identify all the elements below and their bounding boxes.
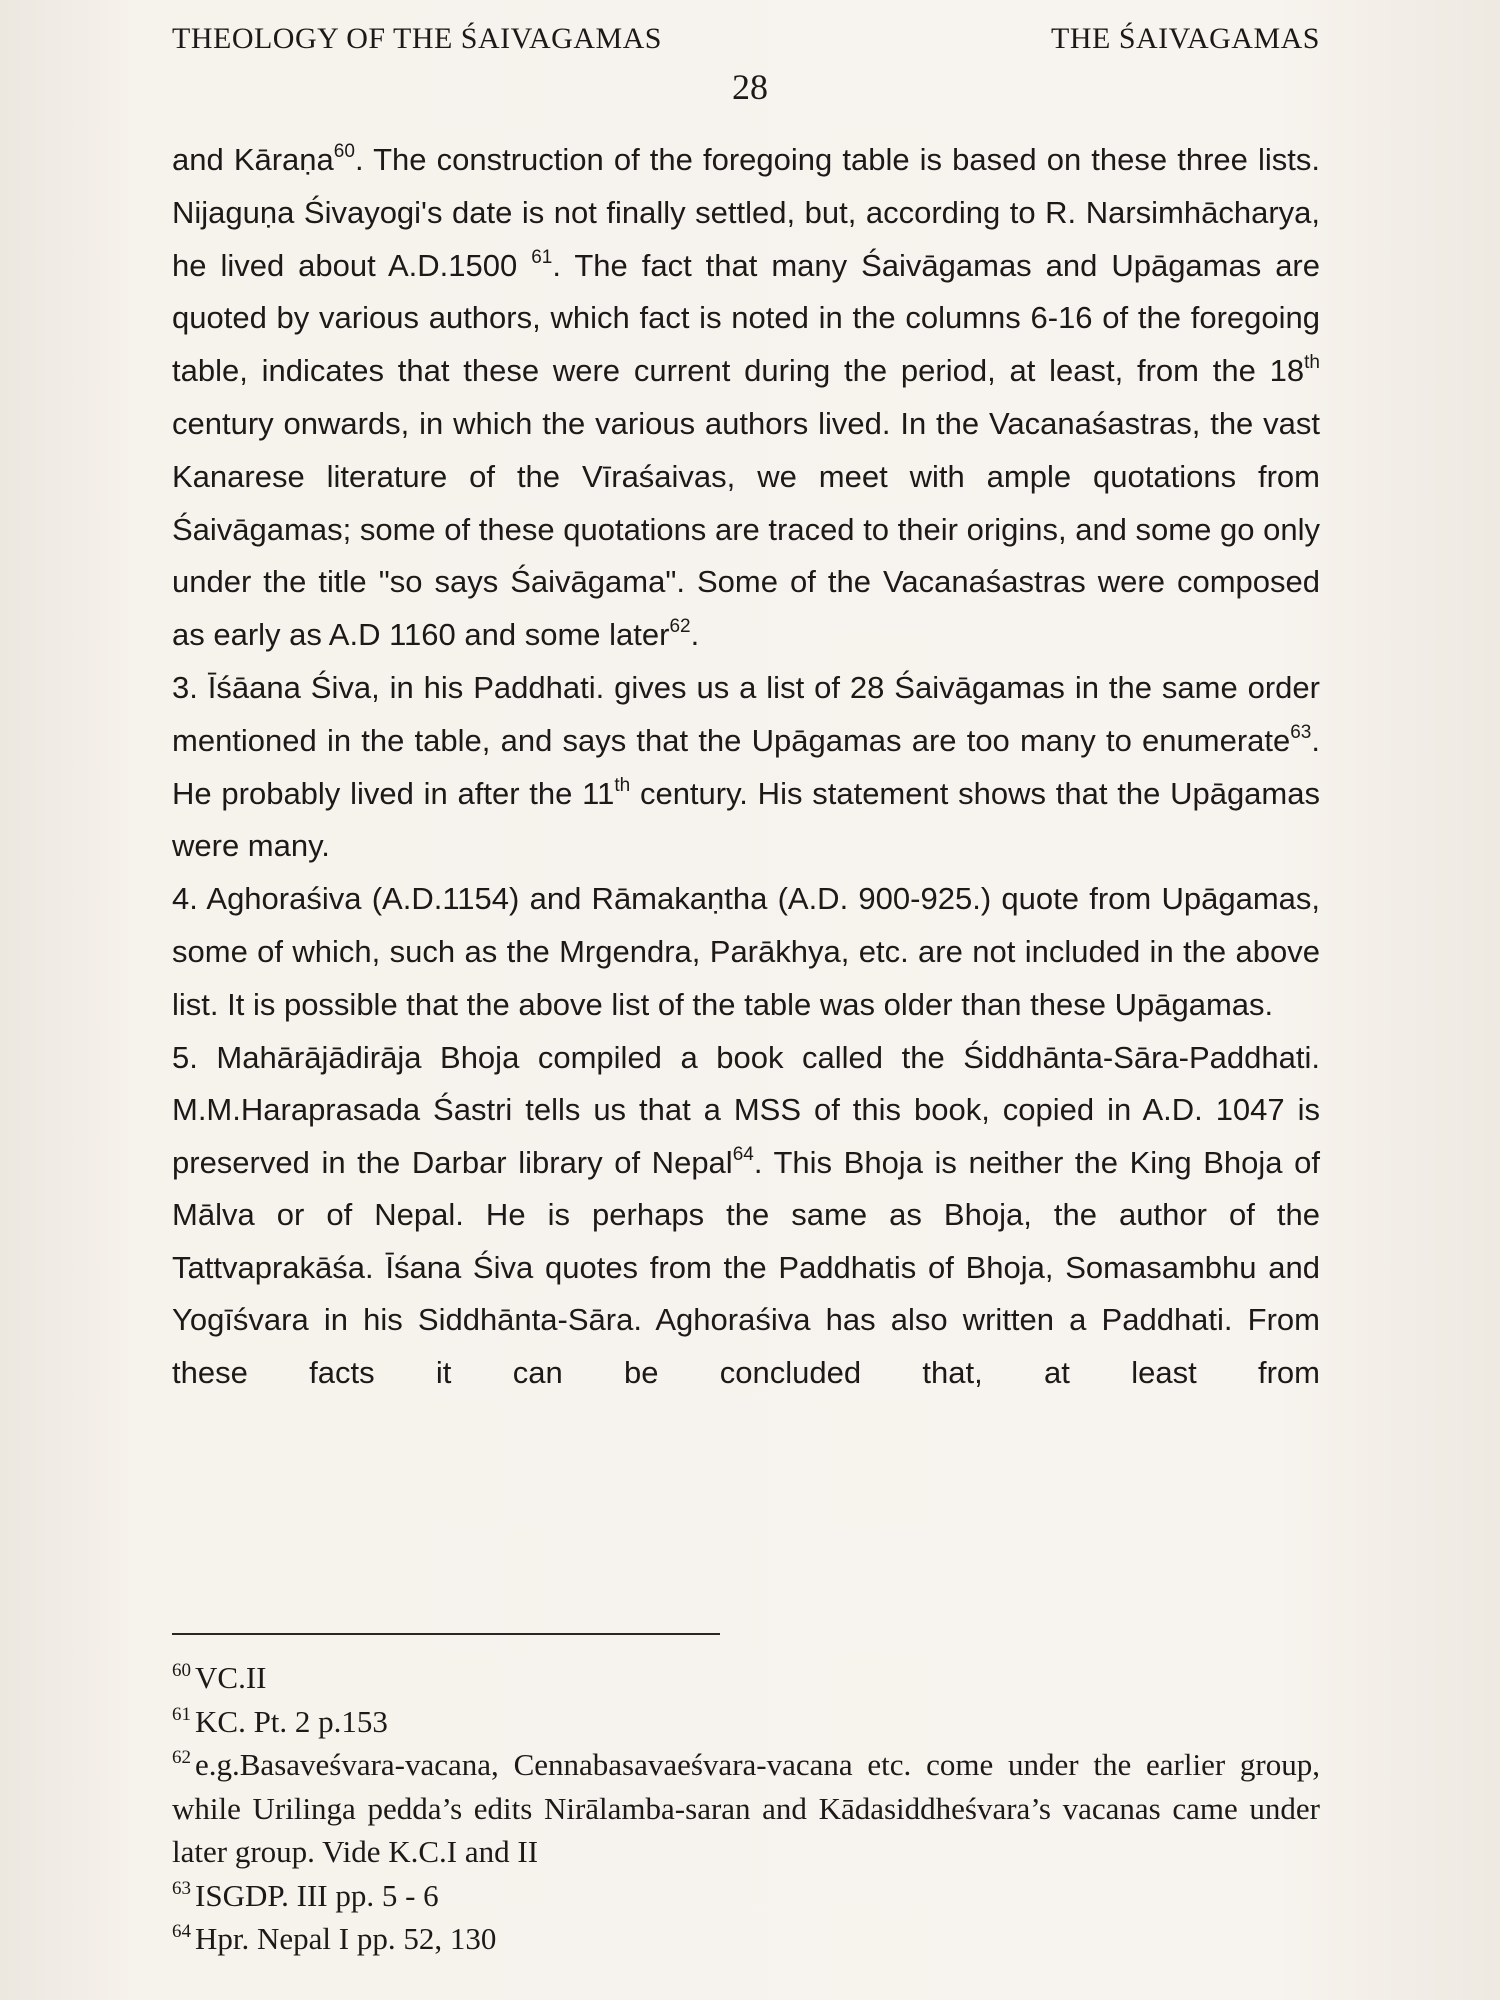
running-header [172, 22, 1320, 66]
footnote: $^{62}$ e.g.Basaveśvara-vacana, Cennabasavaeśvara-vacana etc. come under the earlier group, while Urilinga pedda’s edits Nirālamba-saran and Kādasiddheśvara’s vacanas came under later group. Vide K.C.I and II [172, 1747, 1320, 1869]
footnotes [172, 1656, 1320, 1961]
paragraph-point-3: 3. Īśāana Śiva, in his Paddhati. gives us a list of 28 Śaivāgamas in the same order mentioned in the table, and says that the Upāgamas are too many to enumerate$^{63}$. He probably lived in after the 11th century. His statement shows that the Upāgamas were many. [172, 669, 1320, 864]
header-book-title: THEOLOGY OF THE ŚAIVAGAMAS [172, 22, 662, 55]
footnote-ref: 60 [333, 141, 355, 162]
paragraph-point-4: 4. Aghoraśiva (A.D.1154) and Rāmakaṇtha (A.D. 900-925.) quote from Upāgamas, some of which, such as the Mrgendra, Parākhya, etc. are not included in the above list. It is possible that the above list of the table was older than these Upāgamas. [172, 881, 1320, 1022]
footnote-divider [172, 1633, 720, 1635]
footnote: $^{60}$ VC.II [172, 1660, 267, 1695]
ordinal-suffix: th [1304, 352, 1320, 374]
footnote-ref: 64 [732, 1143, 754, 1165]
paragraph-point-5: 5. Mahārājādirāja Bhoja compiled a book called the Śiddhānta-Sāra-Paddhati. M.M.Haraprasada Śastri tells us that a MSS of this book, copied in A.D. 1047 is preserved in the Darbar library of Nepal$^{64}$. This Bhoja is neither the King Bhoja of Mālva or of Nepal. He is perhaps the same as Bhoja, the author of the Tattvaprakāśa. Īśana Śiva quotes from the Paddhatis of Bhoja, Somasambhu and Yogīśvara in his Siddhānta-Sāra. Aghoraśiva has also written a Paddhati. From these facts it can be concluded that, at least from [172, 1039, 1320, 1390]
footnote-ref: 61 [531, 246, 553, 268]
footnote-ref: 62 [669, 616, 691, 638]
footnote: $^{63}$ ISGDP. III pp. 5 - 6 [172, 1877, 439, 1913]
body-text [172, 134, 1320, 1399]
footnote-number: 64 [172, 1921, 191, 1942]
page-number: 28 [732, 67, 768, 107]
footnote: $^{61}$ KC. Pt. 2 p.153 [172, 1703, 388, 1739]
header-chapter-title: THE ŚAIVAGAMAS [1051, 22, 1320, 55]
ordinal-suffix: th [614, 774, 631, 796]
footnote: $^{64}$ Hpr. Nepal I pp. 52, 130 [172, 1921, 497, 1956]
paragraph-lists: and Kāraṇa$^{60}$. The construction of the foregoing table is based on these three lists. Nijaguṇa Śivayogi's date is not finally settled, but, according to R. Narsimhācharya, he lived about A.D.1500 $^{61}$. The fact that many Śaivāgamas and Upāgamas are quoted by various authors, which fact is noted in the columns 6-16 of the foregoing table, indicates that these were current during the period, at least, from the 18th century onwards, in which the various authors lived. In the Vacanaśastras, the vast Kanarese literature of the Vīraśaivas, we meet with ample quotations from Śaivāgamas; some of these quotations are traced to their origins, and some go only under the title "so says Śaivāgama". Some of the Vacanaśastras were composed as early as A.D 1160 and some later$^{62}$. [172, 141, 1320, 653]
footnote-number: 61 [172, 1703, 191, 1725]
footnote-ref: 63 [1290, 721, 1312, 743]
footnote-number: 60 [172, 1660, 191, 1681]
footnote-number: 63 [172, 1877, 191, 1899]
footnote-number: 62 [172, 1747, 191, 1768]
